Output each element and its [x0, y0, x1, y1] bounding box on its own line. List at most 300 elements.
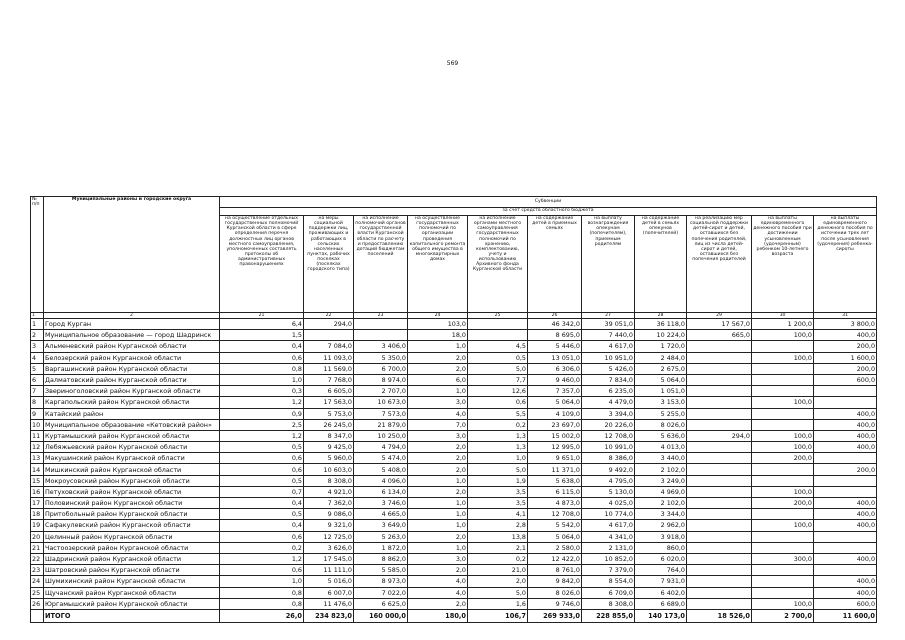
- table-cell: 1 200,0: [752, 319, 814, 330]
- table-cell: 5,5: [468, 408, 528, 419]
- table-cell: 200,0: [752, 453, 814, 464]
- table-cell: 4 096,0: [354, 475, 408, 486]
- table-cell: 0,6: [220, 565, 304, 576]
- table-cell: 6 306,0: [528, 363, 582, 374]
- table-cell: 0,5: [220, 475, 304, 486]
- table-cell: 4,0: [408, 587, 468, 598]
- table-cell: 0,6: [468, 397, 528, 408]
- table-cell: [752, 587, 814, 598]
- column-number: 23: [354, 313, 408, 319]
- table-row: [31, 486, 877, 497]
- table-cell: 100,0: [752, 430, 814, 441]
- table-cell: 400,0: [814, 430, 877, 441]
- table-cell: 1,6: [468, 598, 528, 609]
- row-name: Куртамышский район Курганской области: [44, 430, 220, 441]
- table-cell: 5 064,0: [635, 374, 687, 385]
- table-cell: 0,4: [220, 341, 304, 352]
- row-name: Альменевский район Курганской области: [44, 341, 220, 352]
- table-cell: [687, 486, 752, 497]
- row-name: Белозерский район Курганской области: [44, 352, 220, 363]
- table-row: [31, 598, 877, 609]
- table-cell: [354, 319, 408, 330]
- table-cell: 2 675,0: [635, 363, 687, 374]
- table-row: [31, 531, 877, 542]
- table-cell: [468, 319, 528, 330]
- column-number: 22: [304, 313, 354, 319]
- subsidies-header: Субвенции: [220, 197, 877, 208]
- table-cell: 1,0: [408, 542, 468, 553]
- table-cell: 100,0: [752, 486, 814, 497]
- row-number: 22: [31, 553, 44, 564]
- row-name: Варгашинский район Курганской области: [44, 363, 220, 374]
- table-cell: 665,0: [687, 330, 752, 341]
- table-cell: 400,0: [814, 498, 877, 509]
- table-row: [31, 475, 877, 486]
- table-cell: 0,2: [468, 553, 528, 564]
- table-cell: [687, 498, 752, 509]
- row-number: 18: [31, 509, 44, 520]
- table-cell: 12,6: [468, 386, 528, 397]
- row-name: Мишкинский район Курганской области: [44, 464, 220, 475]
- table-cell: [752, 576, 814, 587]
- table-cell: 8 386,0: [582, 453, 635, 464]
- table-cell: 7 768,0: [304, 374, 354, 385]
- table-cell: 5 263,0: [354, 531, 408, 542]
- row-name: Звериноголовский район Курганской области: [44, 386, 220, 397]
- table-cell: 3 394,0: [582, 408, 635, 419]
- table-cell: 2,0: [408, 464, 468, 475]
- table-cell: 0,6: [220, 453, 304, 464]
- total-cell: 228 855,0: [582, 609, 635, 622]
- table-cell: 8 974,0: [354, 374, 408, 385]
- table-cell: 3 649,0: [354, 520, 408, 531]
- table-cell: 1,2: [220, 430, 304, 441]
- table-cell: 17 545,0: [304, 553, 354, 564]
- table-cell: 100,0: [752, 352, 814, 363]
- table-cell: 7 834,0: [582, 374, 635, 385]
- table-cell: 1,2: [220, 553, 304, 564]
- row-name: Лебяжьевский район Курганской области: [44, 442, 220, 453]
- table-cell: 11 093,0: [304, 352, 354, 363]
- table-cell: 6,4: [220, 319, 304, 330]
- table-cell: 2 962,0: [635, 520, 687, 531]
- table-cell: 1,0: [408, 509, 468, 520]
- table-cell: 3 406,0: [354, 341, 408, 352]
- table-cell: 6 134,0: [354, 486, 408, 497]
- row-number: 25: [31, 587, 44, 598]
- row-name: Муниципальное образование «Кетовский район»: [44, 419, 220, 430]
- table-cell: 2,0: [408, 363, 468, 374]
- table-cell: [687, 587, 752, 598]
- table-cell: 5 753,0: [304, 408, 354, 419]
- table-cell: 7 379,0: [582, 565, 635, 576]
- table-row: [31, 553, 877, 564]
- table-cell: 2 102,0: [635, 498, 687, 509]
- table-cell: 6 605,0: [304, 386, 354, 397]
- table-cell: 2 484,0: [635, 352, 687, 363]
- table-cell: 100,0: [752, 598, 814, 609]
- table-cell: 3 249,0: [635, 475, 687, 486]
- table-cell: 400,0: [814, 587, 877, 598]
- table-cell: 8 026,0: [528, 587, 582, 598]
- table-cell: 0,2: [220, 542, 304, 553]
- col-name-header: Муниципальные районы и городские округа: [44, 197, 220, 313]
- total-cell: 180,0: [408, 609, 468, 622]
- table-cell: 4 109,0: [528, 408, 582, 419]
- table-cell: 8 973,0: [354, 576, 408, 587]
- table-cell: 3 800,0: [814, 319, 877, 330]
- table-row: [31, 430, 877, 441]
- table-row: [31, 587, 877, 598]
- table-cell: 400,0: [814, 330, 877, 341]
- table-row: [31, 330, 877, 341]
- table-cell: 5 638,0: [528, 475, 582, 486]
- table-cell: 2,0: [468, 576, 528, 587]
- table-cell: [814, 475, 877, 486]
- table-cell: [687, 598, 752, 609]
- table-cell: 9 086,0: [304, 509, 354, 520]
- table-cell: [687, 442, 752, 453]
- table-cell: 0,8: [220, 587, 304, 598]
- row-name: Каргапольский район Курганской области: [44, 397, 220, 408]
- table-cell: 6 115,0: [528, 486, 582, 497]
- table-cell: 5 474,0: [354, 453, 408, 464]
- row-name: Щучанский район Курганской области: [44, 587, 220, 598]
- table-cell: 10 603,0: [304, 464, 354, 475]
- table-cell: 0,6: [220, 464, 304, 475]
- table-cell: 11 569,0: [304, 363, 354, 374]
- table-row: [31, 341, 877, 352]
- table-cell: 7 022,0: [354, 587, 408, 598]
- table-cell: 7 573,0: [354, 408, 408, 419]
- table-cell: 3 153,0: [635, 397, 687, 408]
- column-number: 26: [528, 313, 582, 319]
- table-cell: [304, 330, 354, 341]
- table-cell: [687, 475, 752, 486]
- table-cell: 400,0: [814, 408, 877, 419]
- row-number: 26: [31, 598, 44, 609]
- table-cell: 6,0: [408, 374, 468, 385]
- table-cell: 18,0: [408, 330, 468, 341]
- column-number: 21: [220, 313, 304, 319]
- table-cell: 11 476,0: [304, 598, 354, 609]
- table-cell: 10 951,0: [582, 352, 635, 363]
- table-cell: 1 720,0: [635, 341, 687, 352]
- table-cell: 3 746,0: [354, 498, 408, 509]
- table-cell: 12 708,0: [582, 430, 635, 441]
- row-number: 14: [31, 464, 44, 475]
- row-number: 1: [31, 319, 44, 330]
- row-number: 20: [31, 531, 44, 542]
- column-header-24: на осуществление государственных полномочий по организации проведения капитального ремонта общего имущества в многоквартирных домах: [408, 216, 468, 313]
- table-cell: [687, 419, 752, 430]
- table-cell: 400,0: [814, 419, 877, 430]
- table-cell: 5,0: [468, 363, 528, 374]
- table-cell: 3,0: [408, 553, 468, 564]
- table-cell: 4 665,0: [354, 509, 408, 520]
- table-cell: 200,0: [752, 498, 814, 509]
- table-cell: [752, 363, 814, 374]
- total-cell: 26,0: [220, 609, 304, 622]
- table-cell: 39 051,0: [582, 319, 635, 330]
- table-cell: 5 016,0: [304, 576, 354, 587]
- table-cell: 0,7: [220, 486, 304, 497]
- table-row: [31, 520, 877, 531]
- row-number: 19: [31, 520, 44, 531]
- table-cell: [752, 509, 814, 520]
- table-row: [31, 386, 877, 397]
- row-number: 17: [31, 498, 44, 509]
- table-cell: 100,0: [752, 397, 814, 408]
- row-number: 9: [31, 408, 44, 419]
- row-number: 13: [31, 453, 44, 464]
- row-name: Макушинский район Курганской области: [44, 453, 220, 464]
- table-cell: 4 873,0: [528, 498, 582, 509]
- column-header-26: на содержание детей в приемных семьях: [528, 216, 582, 313]
- table-cell: 8 761,0: [528, 565, 582, 576]
- table-cell: 4 969,0: [635, 486, 687, 497]
- table-cell: 10 250,0: [354, 430, 408, 441]
- table-cell: 12 995,0: [528, 442, 582, 453]
- table-cell: [814, 531, 877, 542]
- column-number: 1: [31, 313, 44, 319]
- table-cell: 294,0: [304, 319, 354, 330]
- table-cell: 103,0: [408, 319, 468, 330]
- table-row: [31, 464, 877, 475]
- column-header-23: на исполнение полномочий органов государственной власти Курганской области по расчету и предоставлению дотаций бюджетам поселений: [354, 216, 408, 313]
- table-cell: 3,5: [468, 486, 528, 497]
- table-cell: 4 795,0: [582, 475, 635, 486]
- table-cell: 1,0: [408, 341, 468, 352]
- row-number: 23: [31, 565, 44, 576]
- table-cell: 400,0: [814, 442, 877, 453]
- row-number: 21: [31, 542, 44, 553]
- table-cell: 2,0: [408, 531, 468, 542]
- table-cell: [687, 453, 752, 464]
- table-cell: 2 131,0: [582, 542, 635, 553]
- table-cell: [687, 520, 752, 531]
- table-row: [31, 319, 877, 330]
- row-number: 5: [31, 363, 44, 374]
- row-name: Шатровский район Курганской области: [44, 565, 220, 576]
- table-cell: 15 002,0: [528, 430, 582, 441]
- table-cell: 6 709,0: [582, 587, 635, 598]
- table-cell: 10 774,0: [582, 509, 635, 520]
- row-name: Мокроусовский район Курганской области: [44, 475, 220, 486]
- total-cell: 160 000,0: [354, 609, 408, 622]
- table-cell: [752, 475, 814, 486]
- table-cell: 100,0: [752, 520, 814, 531]
- table-cell: 1,3: [468, 430, 528, 441]
- table-cell: 8 308,0: [582, 598, 635, 609]
- row-number: 12: [31, 442, 44, 453]
- table-cell: 2 580,0: [528, 542, 582, 553]
- table-cell: 13 051,0: [528, 352, 582, 363]
- table-cell: 4,5: [468, 341, 528, 352]
- column-number: 28: [635, 313, 687, 319]
- table-cell: 3,0: [408, 430, 468, 441]
- table-cell: [814, 486, 877, 497]
- subsidies-table: [30, 196, 877, 623]
- row-name: Притобольный район Курганской области: [44, 509, 220, 520]
- table-row: [31, 509, 877, 520]
- table-cell: [752, 341, 814, 352]
- table-row: [31, 419, 877, 430]
- table-cell: 1,3: [468, 442, 528, 453]
- table-cell: [814, 397, 877, 408]
- table-cell: [752, 374, 814, 385]
- table-cell: 400,0: [814, 509, 877, 520]
- column-header-28: на содержание детей в семьях опекунов (попечителей): [635, 216, 687, 313]
- table-cell: 1 872,0: [354, 542, 408, 553]
- table-cell: 8 026,0: [635, 419, 687, 430]
- table-cell: 4 025,0: [582, 498, 635, 509]
- table-cell: 0,3: [220, 386, 304, 397]
- table-cell: 5 426,0: [582, 363, 635, 374]
- table-cell: 11 371,0: [528, 464, 582, 475]
- table-cell: [468, 330, 528, 341]
- table-cell: 8 554,0: [582, 576, 635, 587]
- table-cell: [687, 374, 752, 385]
- column-number: 24: [408, 313, 468, 319]
- table-cell: 6 689,0: [635, 598, 687, 609]
- table-cell: 12 422,0: [528, 553, 582, 564]
- table-cell: 6 402,0: [635, 587, 687, 598]
- table-cell: 5 255,0: [635, 408, 687, 419]
- row-number: 2: [31, 330, 44, 341]
- table-cell: 7 084,0: [304, 341, 354, 352]
- table-cell: 8 308,0: [304, 475, 354, 486]
- table-cell: 0,9: [220, 408, 304, 419]
- row-name: Далматовский район Курганской области: [44, 374, 220, 385]
- row-number: 16: [31, 486, 44, 497]
- row-number: 24: [31, 576, 44, 587]
- table-cell: 400,0: [814, 520, 877, 531]
- table-cell: 10 224,0: [635, 330, 687, 341]
- table-cell: 3 918,0: [635, 531, 687, 542]
- table-cell: 300,0: [752, 553, 814, 564]
- table-cell: 4,1: [468, 509, 528, 520]
- table-cell: 17 563,0: [304, 397, 354, 408]
- table-cell: 6 235,0: [582, 386, 635, 397]
- table-cell: 6 625,0: [354, 598, 408, 609]
- table-cell: 0,4: [220, 498, 304, 509]
- row-number: 6: [31, 374, 44, 385]
- table-cell: 200,0: [814, 464, 877, 475]
- table-cell: 294,0: [687, 430, 752, 441]
- table-cell: 5 064,0: [528, 531, 582, 542]
- table-cell: 200,0: [814, 341, 877, 352]
- table-cell: [752, 386, 814, 397]
- table-cell: [687, 553, 752, 564]
- total-row: [31, 609, 877, 622]
- column-number: 30: [752, 313, 814, 319]
- table-cell: 2 102,0: [635, 464, 687, 475]
- table-cell: 2,0: [408, 442, 468, 453]
- table-cell: 8 862,0: [354, 553, 408, 564]
- table-cell: 2,0: [408, 565, 468, 576]
- column-header-22: на меры социальной поддержки лиц, проживающих и работающих в сельских населенных пунктах, рабочих поселках (поселках городского типа): [304, 216, 354, 313]
- column-header-25: на исполнение органами местного самоуправления государственных полномочий по хранению, комплектованию, учету и использованию Архивного фонда Курганской области: [468, 216, 528, 313]
- table-cell: 20 226,0: [582, 419, 635, 430]
- total-cell: 269 933,0: [528, 609, 582, 622]
- column-header-31: на выплаты единовременного денежного пособия по истечении трех лет после усыновления (удочерения) ребенка-сироты: [814, 216, 877, 313]
- table-row: [31, 408, 877, 419]
- table-cell: 5 130,0: [582, 486, 635, 497]
- table-cell: 1,0: [408, 498, 468, 509]
- table-cell: 400,0: [814, 553, 877, 564]
- table-cell: [814, 542, 877, 553]
- table-cell: 860,0: [635, 542, 687, 553]
- table-cell: 5 542,0: [528, 520, 582, 531]
- table-row: [31, 442, 877, 453]
- row-number: 15: [31, 475, 44, 486]
- row-name: Шадринский район Курганской области: [44, 553, 220, 564]
- table-row: [31, 498, 877, 509]
- table-cell: 8 695,0: [528, 330, 582, 341]
- table-cell: 0,8: [220, 363, 304, 374]
- table-cell: [814, 386, 877, 397]
- table-cell: 9 321,0: [304, 520, 354, 531]
- column-number: 25: [468, 313, 528, 319]
- table-cell: 100,0: [752, 330, 814, 341]
- table-cell: 0,5: [220, 509, 304, 520]
- table-row: [31, 397, 877, 408]
- table-cell: 9 651,0: [528, 453, 582, 464]
- table-cell: 5 585,0: [354, 565, 408, 576]
- column-header-21: на осуществление отдельных государственных полномочий Курганской области в сфере определения перечня должностных лиц органов местного самоуправления, уполномоченных составлять протоколы об административных правонарушениях: [220, 216, 304, 313]
- total-cell: 2 700,0: [752, 609, 814, 622]
- table-cell: 1,0: [408, 475, 468, 486]
- column-number: 27: [582, 313, 635, 319]
- table-cell: 1,9: [468, 475, 528, 486]
- table-cell: 7,0: [408, 419, 468, 430]
- total-cell: 106,7: [468, 609, 528, 622]
- table-cell: 7 440,0: [582, 330, 635, 341]
- table-cell: [687, 576, 752, 587]
- table-cell: 2,0: [408, 598, 468, 609]
- table-cell: 4 341,0: [582, 531, 635, 542]
- table-cell: 5 350,0: [354, 352, 408, 363]
- table-cell: 3,5: [468, 498, 528, 509]
- table-cell: 0,6: [220, 352, 304, 363]
- table-cell: 0,2: [468, 419, 528, 430]
- table-cell: 6 020,0: [635, 553, 687, 564]
- table-cell: 8 347,0: [304, 430, 354, 441]
- column-header-30: на выплаты единовременного денежного пособия при достижении усыновленным (удочеренным) ребенком 10-летнего возраста: [752, 216, 814, 313]
- total-cell: 11 600,0: [814, 609, 877, 622]
- table-cell: 2,5: [220, 419, 304, 430]
- table-cell: 4 479,0: [582, 397, 635, 408]
- table-cell: 1,0: [220, 374, 304, 385]
- regional-budget-header: за счет средств областного бюджета: [220, 208, 877, 216]
- column-number: 29: [687, 313, 752, 319]
- row-number: 11: [31, 430, 44, 441]
- row-name: Сафакулевский район Курганской области: [44, 520, 220, 531]
- table-cell: [354, 330, 408, 341]
- column-number: 31: [814, 313, 877, 319]
- table-cell: 100,0: [752, 442, 814, 453]
- table-cell: 5 064,0: [528, 397, 582, 408]
- table-cell: 9 746,0: [528, 598, 582, 609]
- table-cell: [752, 531, 814, 542]
- table-cell: 4,0: [408, 408, 468, 419]
- table-cell: 9 460,0: [528, 374, 582, 385]
- table-cell: [687, 531, 752, 542]
- table-cell: 17 567,0: [687, 319, 752, 330]
- table-cell: 2,1: [468, 542, 528, 553]
- table-cell: 12 725,0: [304, 531, 354, 542]
